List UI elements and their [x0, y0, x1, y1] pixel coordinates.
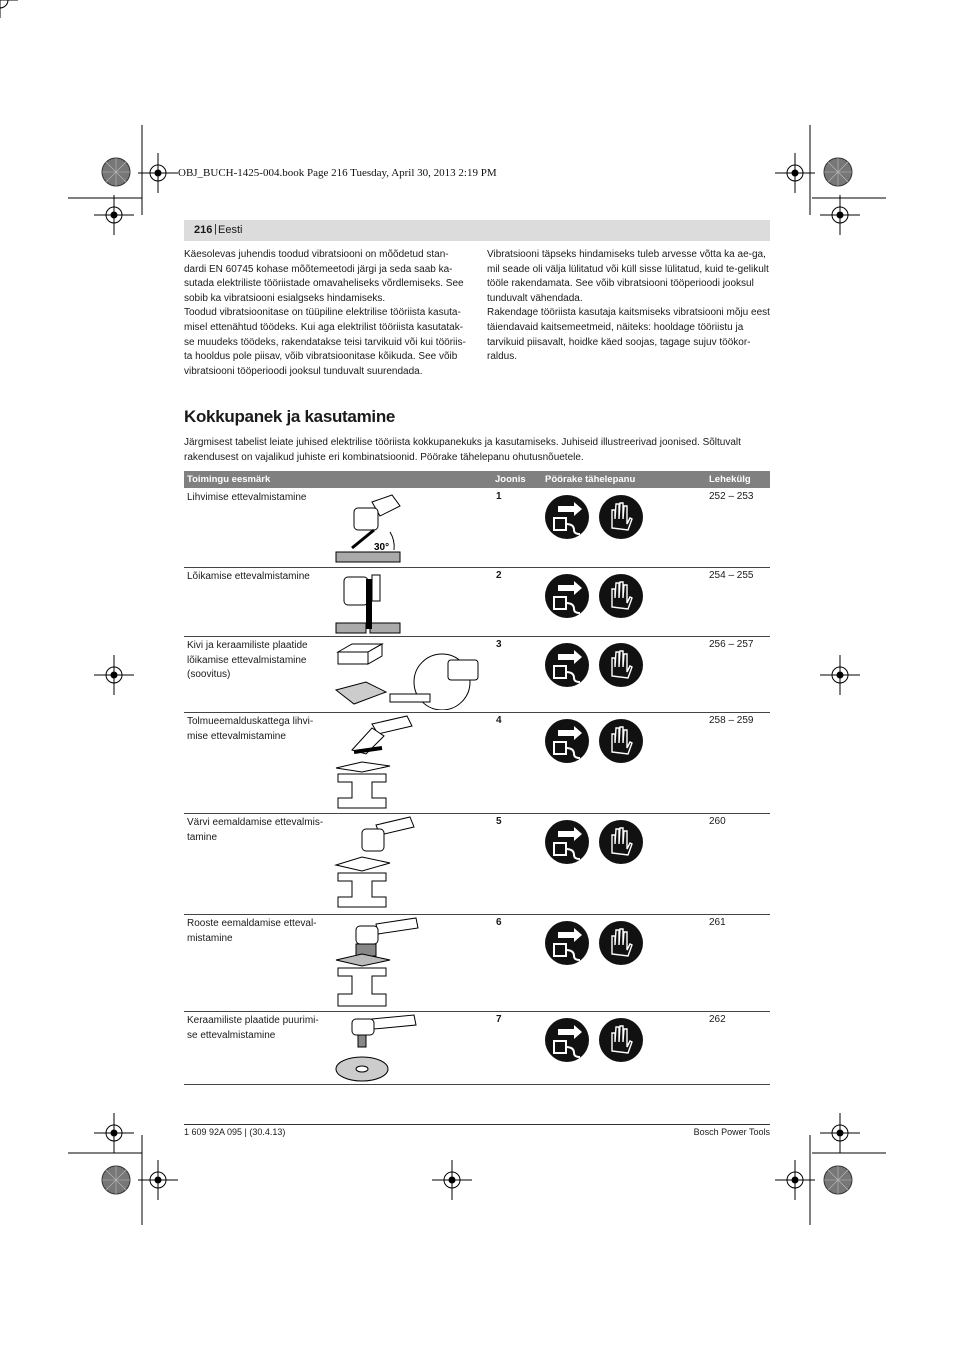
page-number: 216	[194, 224, 213, 236]
row-page: 262	[709, 1014, 726, 1025]
row-page: 258 – 259	[709, 715, 754, 726]
paragraph: Vibratsiooni täpseks hindamiseks tuleb arvesse võtta ka ae-ga, mil seade oli välja lülitatud või küll sisse lülitatud, kuid te-gelikult tööle rakendamata. See võib vibratsiooni tööperioodi jooksul tunduvalt vähendada.	[487, 249, 769, 304]
unplug-icon	[545, 495, 589, 539]
attention-icons	[544, 494, 648, 545]
gloves-icon	[599, 921, 643, 965]
row-goal: Kivi ja keraamiliste plaatide lõikamise ettevalmistamine (soovitus)	[187, 640, 308, 680]
stone-cutting-illustration	[332, 638, 492, 710]
section-title: Kokkupanek ja kasutamine	[184, 407, 396, 426]
gloves-icon	[599, 495, 643, 539]
row-goal: Rooste eemaldamise etteval-mistamine	[187, 918, 317, 944]
column-header-page: Lehekülg	[709, 474, 751, 485]
row-page: 261	[709, 917, 726, 928]
unplug-icon	[545, 1018, 589, 1062]
table-row	[184, 1011, 770, 1085]
page-header	[184, 220, 770, 241]
gloves-icon	[599, 643, 643, 687]
row-goal: Lihvimise ettevalmistamine	[187, 492, 307, 503]
row-page: 256 – 257	[709, 639, 754, 650]
row-goal: Lõikamise ettevalmistamine	[187, 571, 310, 582]
table-row	[184, 914, 770, 1012]
row-figure: 6	[496, 917, 502, 928]
footer-rule	[184, 1124, 770, 1125]
footer-brand: Bosch Power Tools	[693, 1127, 770, 1137]
row-figure: 1	[496, 491, 502, 502]
row-figure: 3	[496, 639, 502, 650]
attention-icons	[544, 642, 648, 693]
column-header-attention: Pöörake tähelepanu	[545, 474, 636, 485]
row-figure: 2	[496, 570, 502, 581]
attention-icons	[544, 573, 648, 624]
rust-removal-illustration	[332, 916, 422, 1010]
attention-icons	[544, 1017, 648, 1068]
table-row	[184, 813, 770, 915]
paragraph: Käesolevas juhendis toodud vibratsiooni on mõõdetud stan-dardi EN 60745 kohase mõõtemeetodi järgi ja seda saab ka-sutada elektriliste tööriistade omavaheliseks võrdlemiseks. See sobib ka vibratsiooni esialgseks hindamiseks.	[184, 249, 464, 304]
gloves-icon	[599, 1018, 643, 1062]
paragraph: Toodud vibratsioonitase on tüüpiline elektrilise tööriista kasuta-misel ettenähtud töödeks. Kui aga elektrilist tööriista kasutatak-se muudeks töödeks, rakendatakse teisi tarvikuid või kui tööriis-ta hooldus pole piisav, võib vibratsioonitase kõikuda. See võib vibratsiooni tööperioodi jooksul tunduvalt suurendada.	[184, 307, 466, 377]
gloves-icon	[599, 719, 643, 763]
column-header-figure: Joonis	[495, 474, 526, 485]
table-row	[184, 636, 770, 713]
attention-icons	[544, 920, 648, 971]
gloves-icon	[599, 820, 643, 864]
print-file-info: OBJ_BUCH-1425-004.book Page 216 Tuesday, April 30, 2013 2:19 PM	[178, 167, 497, 179]
row-page: 260	[709, 816, 726, 827]
row-figure: 7	[496, 1014, 502, 1025]
header-separator: |	[214, 223, 217, 235]
row-goal: Tolmueemalduskattega lihvi-mise ettevalmistamine	[187, 716, 314, 742]
table-row	[184, 712, 770, 814]
table-row	[184, 567, 770, 637]
grinding-illustration	[332, 490, 412, 566]
row-figure: 4	[496, 715, 502, 726]
right-column-text	[487, 248, 770, 365]
row-page: 254 – 255	[709, 570, 754, 581]
unplug-icon	[545, 820, 589, 864]
intro-text	[184, 435, 770, 465]
paragraph: Rakendage tööriista kasutaja kaitsmiseks vibratsiooni mõju eest täiendavaid kaitsemeetmeid, näiteks: hooldage tööriistu ja tarvikuid piisavalt, hoidke käed soojas, tagage sujuv töökor-raldus.	[487, 307, 770, 363]
dust-extraction-grinding-illustration	[332, 714, 422, 812]
attention-icons	[544, 819, 648, 870]
table-header	[184, 471, 770, 488]
unplug-icon	[545, 574, 589, 618]
paint-removal-illustration	[332, 815, 422, 913]
cutting-illustration	[332, 569, 412, 635]
column-header-goal: Toimingu eesmärk	[187, 474, 271, 485]
unplug-icon	[545, 719, 589, 763]
row-page: 252 – 253	[709, 491, 754, 502]
row-figure: 5	[496, 816, 502, 827]
left-column-text	[184, 248, 466, 379]
row-goal: Värvi eemaldamise ettevalmis-tamine	[187, 817, 324, 843]
intro-paragraph: Järgmisest tabelist leiate juhised elektrilise tööriista kokkupanekuks ja kasutamiseks. Juhiseid illustreerivad joonised. Sõltuvalt rakendusest on vajalikud juhiste eri kombinatsioonid. Pöörake tähelepanu ohutusnõuetele.	[184, 437, 741, 463]
gloves-icon	[599, 574, 643, 618]
angle-label: 30°	[374, 542, 390, 553]
footer-document-number: 1 609 92A 095 | (30.4.13)	[184, 1127, 286, 1137]
header-language: Eesti	[218, 224, 243, 236]
unplug-icon	[545, 921, 589, 965]
unplug-icon	[545, 643, 589, 687]
attention-icons	[544, 718, 648, 769]
table-row	[184, 488, 770, 568]
row-goal: Keraamiliste plaatide puurimi-se ettevalmistamine	[187, 1015, 319, 1041]
tile-drilling-illustration	[332, 1013, 422, 1083]
